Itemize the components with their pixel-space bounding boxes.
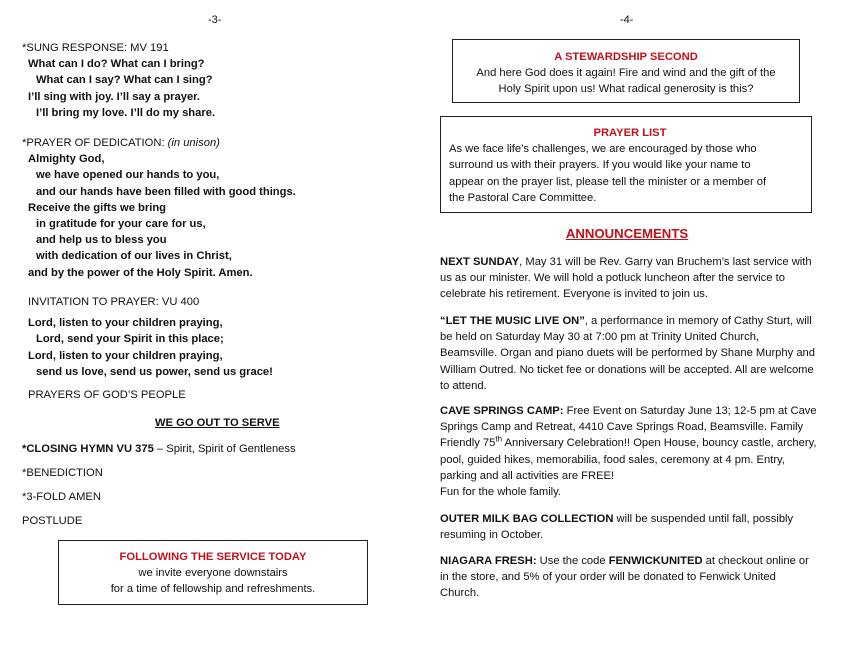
following-service-line: we invite everyone downstairs [138,567,288,580]
stewardship-line: And here God does it again! Fire and wind and the gift of the [476,67,776,80]
sung-response-section [22,40,412,121]
benediction: *BENEDICTION [22,467,103,479]
cave-springs-tail: Fun for the whole family. [440,486,562,499]
dedication-line: and our hands have been filled with good things. [36,185,296,198]
cave-springs-superscript: th [495,434,503,444]
invitation-line: Lord, send your Spirit in this place; [36,333,224,346]
page-number-right: -4- [620,14,634,26]
dedication-line: we have opened our hands to you, [36,169,220,182]
announcement-next-sunday [440,254,818,303]
in-unison-note: (in unison) [167,137,220,149]
following-service-title: FOLLOWING THE SERVICE TODAY [119,551,307,563]
following-service-box [58,540,368,605]
music-live-on-text: , a performance in memory of Cathy Sturt, will be held on Saturday May 30 at 7:00 pm at Trinity United Church, Beamsville. Organ and piano duets will be performed by Shane Murphy and William Outred. No ticket fee or donations will be accepted. All are welcome to attend. [440,315,815,392]
closing-hymn-title: – Spirit, Spirit of Gentleness [153,443,296,455]
closing-hymn-label: *CLOSING HYMN VU 375 [22,443,154,455]
dedication-line: in gratitude for your care for us, [36,218,206,231]
prayer-list-line: surround us with their prayers. If you would like your name to [449,159,751,172]
dedication-line: and help us to bless you [36,234,167,247]
stewardship-line: Holy Spirit upon us! What radical generosity is this? [498,83,754,96]
cave-springs-lead: CAVE SPRINGS CAMP: [440,405,564,417]
postlude: POSTLUDE [22,515,83,527]
cave-springs-text-continued: Anniversary Celebration!! Open House, bouncy castle, archery, pool, guided hikes, memorabilia, food sales, ceremony at 4 pm. Entry, parking and all activities are FREE! [440,437,817,482]
invitation-line: send us love, send us power, send us grace! [36,365,273,378]
prayer-list-line: appear on the prayer list, please tell the minister or a member of [449,175,767,188]
prayer-list-line: the Pastoral Care Committee. [449,191,597,204]
cave-springs-text: Free Event on Saturday June 13; 12-5 pm at Cave Springs Camp and Retreat, 4410 Cave Springs Road, Beamsville. Family Friendly 75 [440,405,817,450]
music-live-on-lead: “LET THE MUSIC LIVE ON” [440,315,585,327]
announcements-heading: ANNOUNCEMENTS [565,226,689,241]
stewardship-title: A STEWARDSHIP SECOND [554,51,698,63]
sung-response-line: I’ll sing with joy. I’ll say a prayer. [28,90,201,103]
prayer-list-line: As we face life’s challenges, we are encouraged by those who [449,143,757,156]
prayer-list-box [440,116,812,213]
niagara-fresh-code: FENWICKUNITED [608,555,703,567]
announcement-niagara-fresh [440,553,818,602]
next-sunday-lead: NEXT SUNDAY [440,256,520,268]
invitation-line: Lord, listen to your children praying, [28,349,223,362]
prayer-of-dedication-heading [22,135,412,151]
page-number-left: -3- [208,14,222,26]
niagara-fresh-text-continued: at checkout online or in the store, and 5% of your order will be donated to Fenwick United Church. [440,555,809,600]
closing-hymn [22,441,412,457]
sung-response-line: What can I say? What can I sing? [36,74,213,87]
niagara-fresh-text: Use the code [536,555,609,567]
go-out-to-serve-heading: WE GO OUT TO SERVE [155,417,280,429]
dedication-line: Almighty God, [28,153,105,166]
invitation-line: Lord, listen to your children praying, [28,317,223,330]
dedication-line: and by the power of the Holy Spirit. Amen. [28,266,253,279]
following-service-line: for a time of fellowship and refreshments. [110,583,316,596]
stewardship-box [452,39,800,103]
niagara-fresh-lead: NIAGARA FRESH: [440,555,537,567]
three-fold-amen: *3-FOLD AMEN [22,491,101,503]
announcement-cave-springs [440,403,818,500]
prayer-list-title: PRAYER LIST [593,127,667,139]
prayer-of-dedication-section [22,135,412,281]
milk-bag-lead: OUTER MILK BAG COLLECTION [440,513,614,525]
sung-response-line: What can I do? What can I bring? [28,58,205,71]
sung-response-heading: *SUNG RESPONSE: MV 191 [22,42,169,54]
dedication-line: with dedication of our lives in Christ, [36,250,232,263]
prayers-of-gods-people: PRAYERS OF GOD’S PEOPLE [28,389,186,401]
announcement-music-live-on [440,313,818,394]
dedication-line: Receive the gifts we bring [28,201,167,214]
announcement-milk-bag [440,511,818,543]
milk-bag-text: will be suspended until fall, possibly resuming in October. [440,513,794,542]
next-sunday-text: , May 31 will be Rev. Garry van Bruchem’s last service with us as our minister. We will hold a potluck luncheon after the service to celebrate his retirement. Everyone is invited to join us. [440,256,812,301]
sung-response-line: I’ll bring my love. I’ll do my share. [36,106,216,119]
invitation-to-prayer-heading: INVITATION TO PRAYER: VU 400 [28,296,200,308]
invitation-to-prayer-section [22,294,412,380]
prayer-of-dedication-label: *PRAYER OF DEDICATION: [22,137,168,149]
